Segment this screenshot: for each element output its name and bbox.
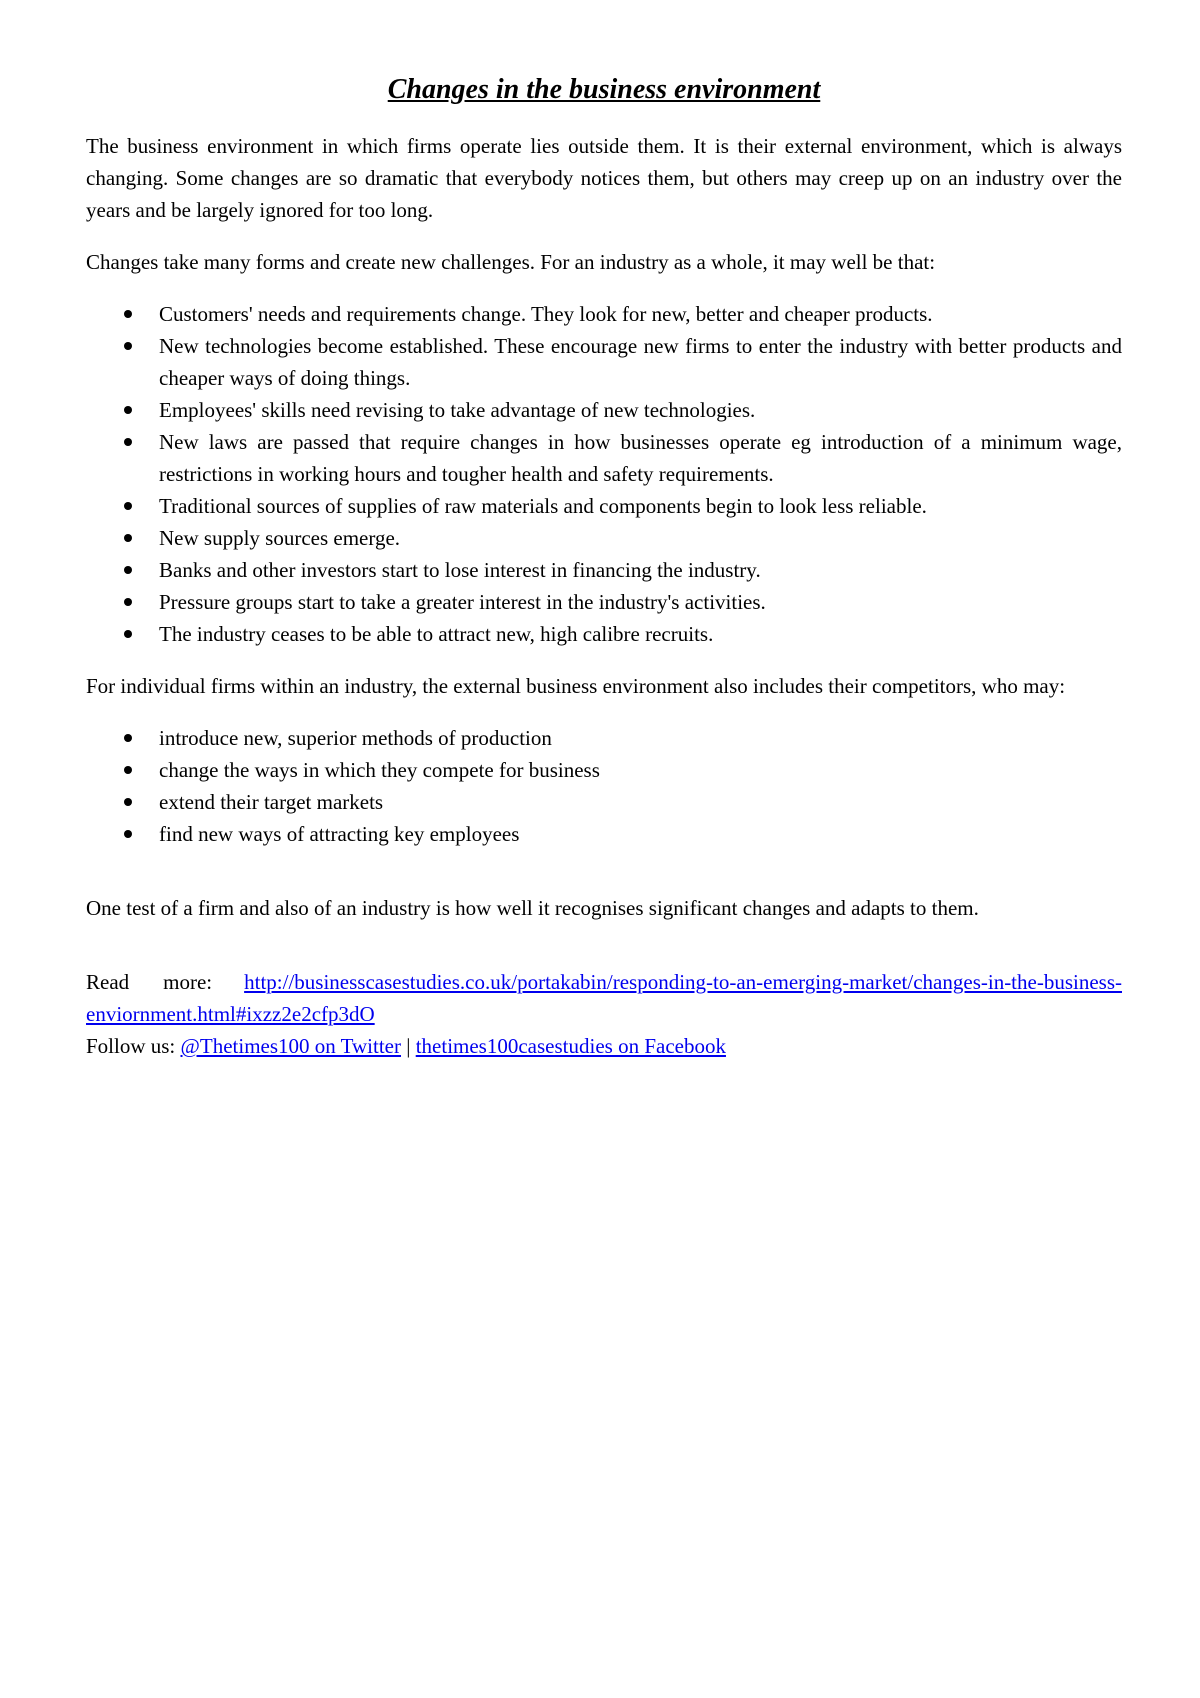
list-item: Employees' skills need revising to take advantage of new technologies. [86, 394, 1122, 426]
industry-changes-intro: Changes take many forms and create new challenges. For an industry as a whole, it may well be that: [86, 250, 936, 274]
facebook-link[interactable]: thetimes100casestudies on Facebook [415, 1034, 726, 1058]
conclusion-paragraph: One test of a firm and also of an industry is how well it recognises significant changes and adapts to them. [86, 896, 979, 920]
list-item: New supply sources emerge. [86, 522, 1122, 554]
competitor-actions-list [86, 722, 1122, 850]
spacer [86, 870, 1122, 892]
bullet-icon [124, 406, 132, 414]
read-more-link[interactable]: http://businesscasestudies.co.uk/portakabin/responding-to-an-emerging-market/changes-in-the-business-enviornment.html#ixzz2e2cfp3dO [86, 970, 1122, 1026]
twitter-link[interactable]: @Thetimes100 on Twitter [180, 1034, 401, 1058]
bullet-icon [124, 566, 132, 574]
bullet-icon [124, 534, 132, 542]
follow-us-line [86, 1030, 1122, 1062]
list-item: change the ways in which they compete for business [86, 754, 1122, 786]
bullet-icon [124, 766, 132, 774]
follow-us-label: Follow us: [86, 1034, 176, 1058]
list-item: introduce new, superior methods of production [86, 722, 1122, 754]
list-item: Banks and other investors start to lose interest in financing the industry. [86, 554, 1122, 586]
page-title: Changes in the business environment [387, 74, 821, 105]
bullet-icon [124, 598, 132, 606]
list-item: New laws are passed that require changes in how businesses operate eg introduction of a minimum wage, restrictions in working hours and tougher health and safety requirements. [86, 426, 1122, 490]
document-page [86, 72, 1122, 1062]
bullet-icon [124, 342, 132, 350]
bullet-icon [124, 830, 132, 838]
list-item: New technologies become established. These encourage new firms to enter the industry with better products and cheaper ways of doing things. [86, 330, 1122, 394]
bullet-icon [124, 438, 132, 446]
read-more-line [86, 966, 1122, 1030]
intro-paragraph: The business environment in which firms operate lies outside them. It is their external environment, which is always changing. Some changes are so dramatic that everybody notices them, but others may creep up on an industry over the years and be largely ignored for too long. [86, 134, 1122, 222]
bullet-icon [124, 502, 132, 510]
spacer [86, 944, 1122, 966]
list-item: The industry ceases to be able to attract new, high calibre recruits. [86, 618, 1122, 650]
bullet-icon [124, 310, 132, 318]
bullet-icon [124, 630, 132, 638]
read-more-label: Read more: [86, 970, 213, 994]
list-item: find new ways of attracting key employees [86, 818, 1122, 850]
list-item: extend their target markets [86, 786, 1122, 818]
competitors-intro: For individual firms within an industry, the external business environment also includes their competitors, who may: [86, 674, 1066, 698]
bullet-icon [124, 734, 132, 742]
list-item: Pressure groups start to take a greater interest in the industry's activities. [86, 586, 1122, 618]
list-item: Traditional sources of supplies of raw materials and components begin to look less reliable. [86, 490, 1122, 522]
link-separator: | [406, 1034, 411, 1058]
list-item: Customers' needs and requirements change. They look for new, better and cheaper products. [86, 298, 1122, 330]
bullet-icon [124, 798, 132, 806]
industry-changes-list [86, 298, 1122, 650]
